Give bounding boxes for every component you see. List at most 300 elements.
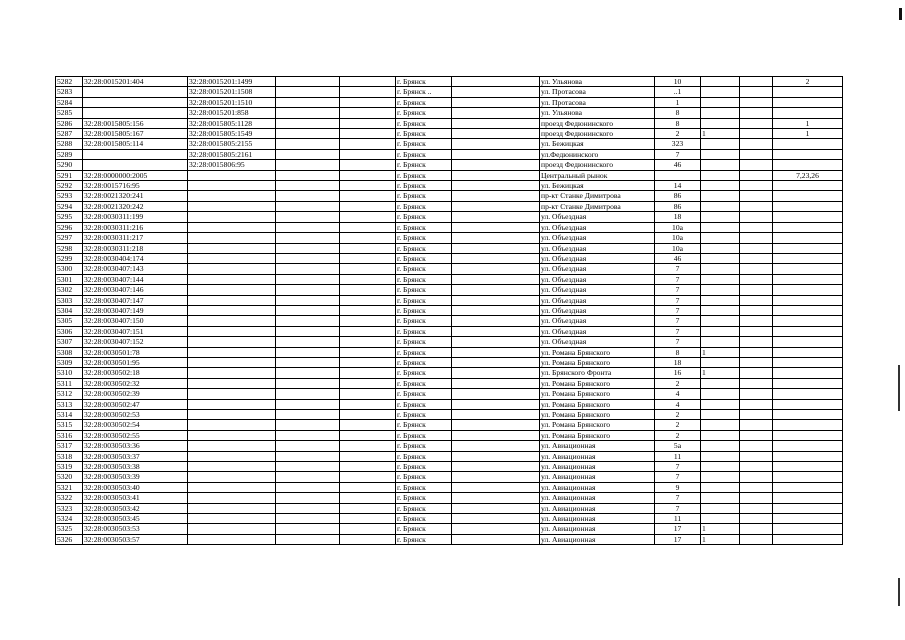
city-cell: г. Брянск [396,357,452,367]
cadastral-number-cell [188,524,276,534]
empty-cell [276,233,340,243]
empty-cell [276,77,340,87]
cadastral-number-cell [188,472,276,482]
table-row [56,233,843,243]
empty-cell [276,462,340,472]
mark-cell [701,201,740,211]
extra-value-cell [773,503,843,513]
extra-value-cell [773,264,843,274]
empty-cell [340,118,396,128]
street-cell: ул. Объездная [540,274,655,284]
house-number-cell: 7 [655,274,701,284]
empty-cell [340,462,396,472]
mark-cell [701,399,740,409]
empty-cell [276,149,340,159]
city-cell: г. Брянск [396,441,452,451]
extra-value-cell [773,514,843,524]
extra-value-cell [773,399,843,409]
cadastral-number-cell [188,399,276,409]
empty-cell [276,451,340,461]
cadastral-number-cell: 32:28:0015805:2161 [188,149,276,159]
cadastral-number-cell [188,347,276,357]
cadastral-number-cell [188,493,276,503]
cadastral-number-cell [188,243,276,253]
row-number-cell: 5309 [56,357,83,367]
street-cell: ул. Романа Брянского [540,399,655,409]
extra-value-cell [773,243,843,253]
table-row [56,243,843,253]
empty-cell [452,399,540,409]
cadastral-number-cell [83,87,188,97]
empty-cell [740,493,773,503]
street-cell: ул. Объездная [540,212,655,222]
empty-cell [740,77,773,87]
mark-cell [701,233,740,243]
street-cell: ул. Объездная [540,295,655,305]
cadastral-number-cell: 32:28:0030502:54 [83,420,188,430]
table-row [56,420,843,430]
empty-cell [340,87,396,97]
empty-cell [276,389,340,399]
empty-cell [740,149,773,159]
street-cell: ул. Авиационная [540,534,655,544]
row-number-cell: 5310 [56,368,83,378]
street-cell: проезд Федюнинского [540,118,655,128]
mark-cell: 1 [701,347,740,357]
table-row [56,181,843,191]
empty-cell [276,410,340,420]
row-number-cell: 5315 [56,420,83,430]
street-cell: ул. Объездная [540,316,655,326]
empty-cell [740,295,773,305]
row-number-cell: 5319 [56,462,83,472]
extra-value-cell [773,316,843,326]
empty-cell [740,139,773,149]
extra-value-cell [773,524,843,534]
mark-cell: 1 [701,368,740,378]
empty-cell [276,191,340,201]
house-number-cell: 9 [655,482,701,492]
city-cell: г. Брянск [396,378,452,388]
house-number-cell: 18 [655,212,701,222]
empty-cell [740,524,773,534]
city-cell: г. Брянск [396,347,452,357]
city-cell: г. Брянск [396,472,452,482]
mark-cell [701,108,740,118]
empty-cell [340,514,396,524]
city-cell: г. Брянск [396,316,452,326]
table-row [56,305,843,315]
extra-value-cell [773,337,843,347]
street-cell: ул. Объездная [540,337,655,347]
empty-cell [276,524,340,534]
cadastral-number-cell [188,451,276,461]
street-cell: ул. Романа Брянского [540,410,655,420]
street-cell: ул. Авиационная [540,514,655,524]
mark-cell [701,191,740,201]
extra-value-cell [773,181,843,191]
row-number-cell: 5289 [56,149,83,159]
row-number-cell: 5306 [56,326,83,336]
house-number-cell: 2 [655,129,701,139]
street-cell: ул. Ульянова [540,77,655,87]
house-number-cell: 8 [655,347,701,357]
cadastral-number-cell [83,149,188,159]
scan-edge-mark [898,365,900,411]
empty-cell [340,108,396,118]
table-row [56,274,843,284]
empty-cell [340,503,396,513]
empty-cell [740,326,773,336]
empty-cell [340,451,396,461]
row-number-cell: 5317 [56,441,83,451]
house-number-cell: 5а [655,441,701,451]
table-row [56,222,843,232]
extra-value-cell [773,97,843,107]
extra-value-cell [773,441,843,451]
empty-cell [452,77,540,87]
empty-cell [452,326,540,336]
table-row [56,451,843,461]
table-row [56,524,843,534]
empty-cell [340,493,396,503]
mark-cell [701,503,740,513]
empty-cell [276,212,340,222]
mark-cell [701,378,740,388]
house-number-cell: 11 [655,451,701,461]
cadastral-number-cell: 32:28:0030503:37 [83,451,188,461]
extra-value-cell: 1 [773,118,843,128]
mark-cell [701,149,740,159]
mark-cell [701,264,740,274]
city-cell: г. Брянск [396,170,452,180]
mark-cell [701,295,740,305]
empty-cell [276,285,340,295]
extra-value-cell [773,295,843,305]
house-number-cell: 11 [655,514,701,524]
empty-cell [276,399,340,409]
cadastral-number-cell [188,514,276,524]
city-cell: г. Брянск .. [396,87,452,97]
row-number-cell: 5316 [56,430,83,440]
row-number-cell: 5305 [56,316,83,326]
empty-cell [340,378,396,388]
house-number-cell: 8 [655,118,701,128]
empty-cell [276,87,340,97]
city-cell: г. Брянск [396,108,452,118]
empty-cell [276,378,340,388]
cadastral-number-cell: 32:28:0030311:216 [83,222,188,232]
row-number-cell: 5322 [56,493,83,503]
empty-cell [340,181,396,191]
city-cell: г. Брянск [396,222,452,232]
extra-value-cell [773,420,843,430]
empty-cell [340,222,396,232]
mark-cell [701,253,740,263]
empty-cell [740,482,773,492]
empty-cell [340,191,396,201]
cadastral-number-cell: 32:28:0030503:42 [83,503,188,513]
cadastral-number-cell: 32:28:0015806:95 [188,160,276,170]
table-row [56,410,843,420]
cadastral-number-cell [188,305,276,315]
empty-cell [740,368,773,378]
house-number-cell: 2 [655,430,701,440]
empty-cell [340,129,396,139]
row-number-cell: 5299 [56,253,83,263]
empty-cell [340,534,396,544]
empty-cell [452,451,540,461]
mark-cell [701,170,740,180]
street-cell: ул. Протасова [540,97,655,107]
row-number-cell: 5302 [56,285,83,295]
table-row [56,149,843,159]
empty-cell [452,368,540,378]
cadastral-number-cell: 32:28:0030502:47 [83,399,188,409]
street-cell: ул. Объездная [540,264,655,274]
empty-cell [340,357,396,367]
empty-cell [452,97,540,107]
street-cell: ул. Романа Брянского [540,378,655,388]
house-number-cell: 86 [655,201,701,211]
empty-cell [276,472,340,482]
city-cell: г. Брянск [396,139,452,149]
empty-cell [740,191,773,201]
row-number-cell: 5286 [56,118,83,128]
street-cell: ул. Романа Брянского [540,430,655,440]
cadastral-number-cell: 32:28:0015805:114 [83,139,188,149]
street-cell: ул. Объездная [540,285,655,295]
street-cell: ул. Авиационная [540,441,655,451]
city-cell: г. Брянск [396,524,452,534]
table-row [56,87,843,97]
cadastral-number-cell [188,191,276,201]
empty-cell [740,274,773,284]
cadastral-number-cell [188,170,276,180]
house-number-cell: 16 [655,368,701,378]
street-cell: ул. Бежицкая [540,139,655,149]
empty-cell [452,316,540,326]
empty-cell [452,222,540,232]
house-number-cell: 17 [655,534,701,544]
row-number-cell: 5320 [56,472,83,482]
street-cell: Центральный рынок [540,170,655,180]
extra-value-cell [773,389,843,399]
house-number-cell: 10а [655,243,701,253]
cadastral-number-cell [188,368,276,378]
table-row [56,191,843,201]
extra-value-cell [773,233,843,243]
cadastral-number-cell: 32:28:0030502:53 [83,410,188,420]
empty-cell [452,410,540,420]
empty-cell [740,347,773,357]
table-row [56,201,843,211]
empty-cell [452,264,540,274]
extra-value-cell [773,378,843,388]
city-cell: г. Брянск [396,243,452,253]
empty-cell [452,274,540,284]
empty-cell [276,441,340,451]
table-row [56,441,843,451]
table-row [56,97,843,107]
cadastral-number-cell: 32:28:0030407:147 [83,295,188,305]
cadastral-number-cell: 32:28:0021320:241 [83,191,188,201]
table-row [56,347,843,357]
city-cell: г. Брянск [396,337,452,347]
empty-cell [340,274,396,284]
house-number-cell: 7 [655,472,701,482]
cadastral-number-cell: 32:28:0030503:36 [83,441,188,451]
empty-cell [740,503,773,513]
cadastral-number-cell: 32:28:0015805:2155 [188,139,276,149]
row-number-cell: 5287 [56,129,83,139]
empty-cell [276,305,340,315]
cadastral-number-cell: 32:28:0015805:167 [83,129,188,139]
empty-cell [740,316,773,326]
extra-value-cell: 7,23,26 [773,170,843,180]
street-cell: ул. Бежицкая [540,181,655,191]
row-number-cell: 5291 [56,170,83,180]
empty-cell [452,493,540,503]
empty-cell [276,482,340,492]
city-cell: г. Брянск [396,430,452,440]
extra-value-cell: 2 [773,77,843,87]
mark-cell [701,87,740,97]
house-number-cell: 2 [655,378,701,388]
city-cell: г. Брянск [396,295,452,305]
cadastral-number-cell [188,181,276,191]
row-number-cell: 5293 [56,191,83,201]
extra-value-cell [773,285,843,295]
city-cell: г. Брянск [396,451,452,461]
empty-cell [452,337,540,347]
empty-cell [276,97,340,107]
house-number-cell: 4 [655,389,701,399]
extra-value-cell [773,253,843,263]
street-cell: ул. Романа Брянского [540,347,655,357]
mark-cell [701,316,740,326]
mark-cell: 1 [701,129,740,139]
cadastral-number-cell [188,378,276,388]
cadastral-number-cell [188,222,276,232]
house-number-cell: 7 [655,285,701,295]
city-cell: г. Брянск [396,160,452,170]
empty-cell [340,482,396,492]
extra-value-cell [773,274,843,284]
scan-edge-mark [898,578,900,606]
extra-value-cell [773,482,843,492]
mark-cell [701,212,740,222]
city-cell: г. Брянск [396,264,452,274]
empty-cell [452,389,540,399]
empty-cell [276,295,340,305]
city-cell: г. Брянск [396,181,452,191]
house-number-cell: 7 [655,337,701,347]
extra-value-cell [773,326,843,336]
city-cell: г. Брянск [396,118,452,128]
house-number-cell: 7 [655,493,701,503]
empty-cell [276,274,340,284]
table-row [56,368,843,378]
row-number-cell: 5290 [56,160,83,170]
row-number-cell: 5300 [56,264,83,274]
street-cell: ул. Объездная [540,326,655,336]
street-cell: пр-кт Станке Димитрова [540,191,655,201]
empty-cell [276,170,340,180]
house-number-cell: 10а [655,233,701,243]
cadastral-number-cell: 32:28:0030407:149 [83,305,188,315]
mark-cell [701,462,740,472]
mark-cell [701,482,740,492]
empty-cell [276,430,340,440]
city-cell: г. Брянск [396,233,452,243]
house-number-cell: 10а [655,222,701,232]
street-cell: ул. Объездная [540,253,655,263]
city-cell: г. Брянск [396,305,452,315]
cadastral-number-cell: 32:28:0015201:858 [188,108,276,118]
cadastral-number-cell: 32:28:0030502:18 [83,368,188,378]
empty-cell [452,139,540,149]
empty-cell [740,181,773,191]
empty-cell [340,326,396,336]
extra-value-cell [773,212,843,222]
cadastral-number-cell [188,212,276,222]
empty-cell [740,514,773,524]
cadastral-number-cell: 32:28:0030501:78 [83,347,188,357]
empty-cell [740,285,773,295]
cadastral-number-cell [188,264,276,274]
cadastral-number-cell [188,503,276,513]
extra-value-cell [773,410,843,420]
empty-cell [740,253,773,263]
empty-cell [340,524,396,534]
house-number-cell: 7 [655,149,701,159]
cadastral-number-cell [188,316,276,326]
empty-cell [276,108,340,118]
empty-cell [740,160,773,170]
empty-cell [452,160,540,170]
empty-cell [740,410,773,420]
extra-value-cell [773,472,843,482]
mark-cell [701,410,740,420]
row-number-cell: 5303 [56,295,83,305]
row-number-cell: 5298 [56,243,83,253]
city-cell: г. Брянск [396,129,452,139]
empty-cell [340,149,396,159]
street-cell: ул. Объездная [540,243,655,253]
extra-value-cell [773,201,843,211]
empty-cell [340,441,396,451]
street-cell: ул. Ульянова [540,108,655,118]
cadastral-number-cell: 32:28:0030503:39 [83,472,188,482]
table-row [56,503,843,513]
empty-cell [452,108,540,118]
house-number-cell: 4 [655,399,701,409]
cadastral-number-cell: 32:28:0015716:95 [83,181,188,191]
mark-cell [701,326,740,336]
city-cell: г. Брянск [396,212,452,222]
city-cell: г. Брянск [396,514,452,524]
mark-cell [701,493,740,503]
cadastral-number-cell: 32:28:0015201:404 [83,77,188,87]
city-cell: г. Брянск [396,482,452,492]
extra-value-cell [773,139,843,149]
house-number-cell: 7 [655,326,701,336]
empty-cell [340,389,396,399]
empty-cell [452,378,540,388]
table-row [56,430,843,440]
street-cell: ул. Объездная [540,305,655,315]
